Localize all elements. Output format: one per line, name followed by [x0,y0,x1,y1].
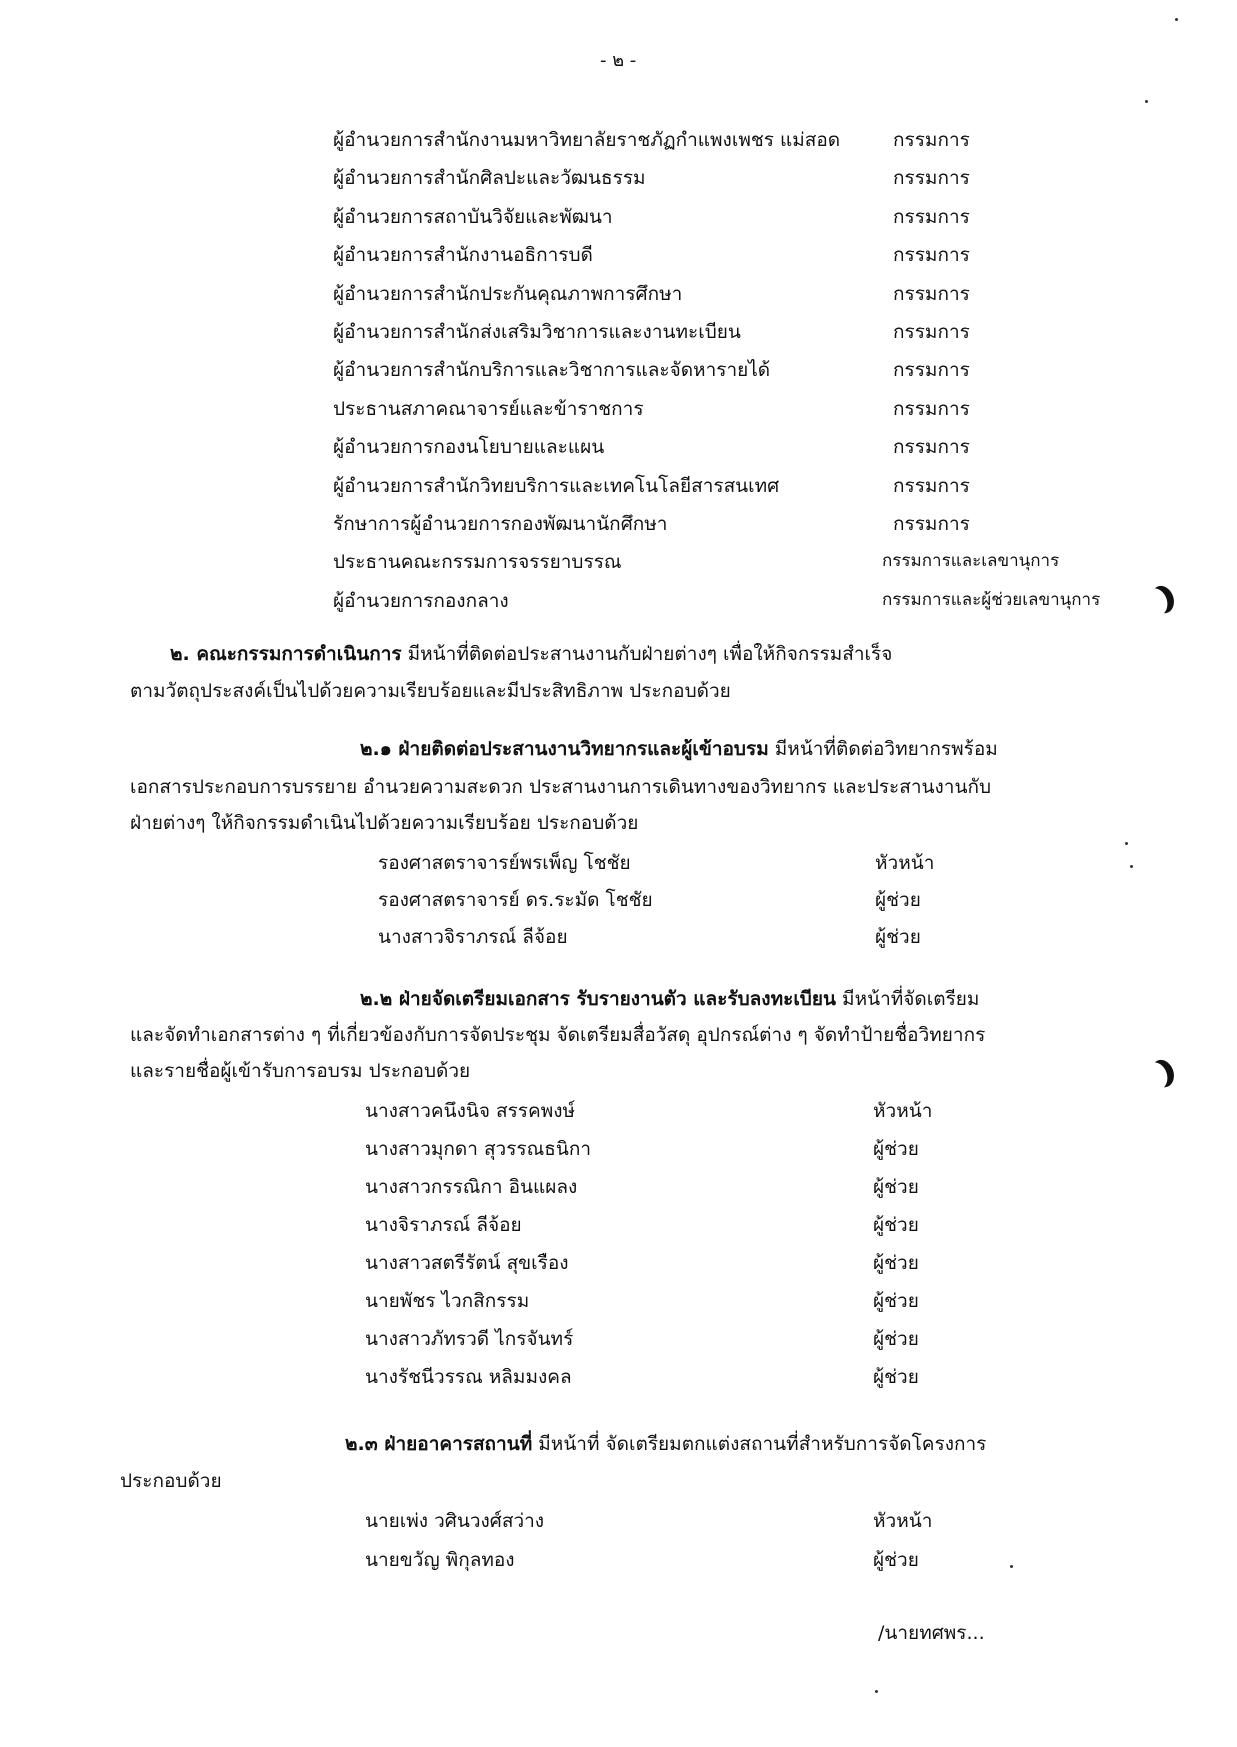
member-row-role: หัวหน้า [873,1100,933,1122]
member-row-role: ผู้ช่วย [873,1214,919,1236]
committee-row [333,586,1233,616]
section-2-heading: ๒. คณะกรรมการดำเนินการ [170,643,402,665]
committee-row-name: ประธานคณะกรรมการจรรยาบรรณ [333,551,622,574]
section-2-1-text-line1: มีหน้าที่ติดต่อวิทยากรพร้อม [768,738,998,760]
committee-row [333,471,1233,501]
committee-row-name: ผู้อำนวยการสำนักวิทยบริการและเทคโนโลยีสารสนเทศ [333,474,780,497]
section-2-2-text-line2: และจัดทำเอกสารต่าง ๆ ที่เกี่ยวข้องกับการจัดประชุม จัดเตรียมสื่อวัสดุ อุปกรณ์ต่าง ๆ จัดทำป้ายชื่อวิทยากร [130,1024,986,1046]
member-row-role: ผู้ช่วย [873,1366,919,1388]
section-2-3-text-line2: ประกอบด้วย [120,1470,222,1492]
committee-row-role: กรรมการ [893,436,970,459]
committee-row-role: กรรมการและเลขานุการ [882,551,1060,572]
committee-row-role: กรรมการ [893,359,970,382]
member-row [365,1545,1237,1575]
member-row [365,1096,1237,1126]
section-2-1-text-line2: เอกสารประกอบการบรรยาย อำนวยความสะดวก ประสานงานการเดินทางของวิทยากร และประสานงานกับ [130,776,992,798]
scan-speck [1145,100,1148,103]
member-row-role: ผู้ช่วย [873,1290,919,1312]
section-2-3-text-line1: มีหน้าที่ จัดเตรียมตกแต่งสถานที่สำหรับการจัดโครงการ [532,1433,987,1455]
scan-speck [1130,865,1133,868]
committee-row [333,202,1233,232]
member-row-name: นายเพ่ง วศินวงศ์สว่าง [365,1510,545,1532]
member-row [365,1134,1237,1164]
page-number: - ๒ - [600,50,637,71]
member-row-role: หัวหน้า [875,852,935,874]
continuation-note: /นายทศพร... [878,1622,985,1644]
member-row-name: นางจิราภรณ์ ลีจ้อย [365,1214,522,1236]
member-row-name: นายพัชร ไวกสิกรรม [365,1290,530,1312]
committee-row-name: ผู้อำนวยการสำนักศิลปะและวัฒนธรรม [333,167,646,190]
committee-row-role: กรรมการ [893,397,970,420]
section-2-3-heading: ๒.๓ ฝ่ายอาคารสถานที่ [345,1433,533,1455]
committee-row [333,355,1233,385]
committee-row [333,509,1233,539]
committee-row-role: กรรมการและผู้ช่วยเลขานุการ [882,589,1101,610]
member-row [365,1286,1237,1316]
member-row-name: นายขวัญ พิกุลทอง [365,1549,515,1571]
committee-row-role: กรรมการ [893,321,970,343]
member-row-name: นางสาวสตรีรัตน์ สุขเรือง [365,1252,569,1274]
section-2-text-line2: ตามวัตถุประสงค์เป็นไปด้วยความเรียบร้อยและมีประสิทธิภาพ ประกอบด้วย [130,680,731,702]
committee-row-name: ผู้อำนวยการสำนักงานอธิการบดี [333,244,593,267]
scan-speck [875,1690,878,1693]
section-2-1-text-line3: ฝ่ายต่างๆ ให้กิจกรรมดำเนินไปด้วยความเรียบร้อย ประกอบด้วย [130,812,639,834]
punch-hole-mark-bottom [1141,1059,1171,1093]
member-row-role: ผู้ช่วย [875,926,921,948]
member-row-role: ผู้ช่วย [873,1252,919,1274]
committee-row-role: กรรมการ [893,167,970,190]
member-row-name: รองศาสตราจารย์พรเพ็ญ โชชัย [378,852,631,874]
committee-row [333,125,1233,155]
committee-row [333,547,1233,577]
committee-row-role: กรรมการ [893,474,970,497]
member-row [365,1172,1237,1202]
member-row-role: ผู้ช่วย [873,1176,919,1198]
member-row-name: นางสาวมุกดา สุวรรณธนิกา [365,1138,592,1160]
member-row [365,1248,1237,1278]
committee-row [333,432,1233,462]
committee-row-name: ผู้อำนวยการสำนักประกันคุณภาพการศึกษา [333,282,683,305]
committee-row-name: ผู้อำนวยการสำนักส่งเสริมวิชาการและงานทะเบียน [333,321,741,343]
member-row-role: ผู้ช่วย [873,1138,919,1160]
member-row-name: นางสาวภัทรวดี ไกรจันทร์ [365,1328,574,1350]
section-2-2-text-line1: มีหน้าที่จัดเตรียม [836,988,980,1010]
member-row [365,1506,1237,1536]
committee-row-name: ผู้อำนวยการสถาบันวิจัยและพัฒนา [333,205,613,228]
member-row [365,1210,1237,1240]
member-row-role: ผู้ช่วย [875,889,921,911]
member-row [378,848,1237,878]
committee-row-role: กรรมการ [893,205,970,228]
member-row-name: รองศาสตราจารย์ ดร.ระมัด โชชัย [378,889,653,911]
committee-row-name: ผู้อำนวยการสำนักบริการและวิชาการและจัดหารายได้ [333,359,771,382]
section-2-1-heading: ๒.๑ ฝ่ายติดต่อประสานงานวิทยากรและผู้เข้าอบรม [360,738,769,760]
member-row [378,922,1237,952]
section-2-2-heading: ๒.๒ ฝ่ายจัดเตรียมเอกสาร รับรายงานตัว และรับลงทะเบียน [360,988,836,1010]
section-2-2-text-line3: และรายชื่อผู้เข้ารับการอบรม ประกอบด้วย [130,1060,471,1082]
committee-row [333,317,1233,347]
committee-row-name: ผู้อำนวยการสำนักงานมหาวิทยาลัยราชภัฏกำแพงเพชร แม่สอด [333,129,841,151]
committee-row-role: กรรมการ [893,244,970,267]
committee-row-role: กรรมการ [893,129,970,151]
member-row [365,1362,1237,1392]
committee-row-name: ประธานสภาคณาจารย์และข้าราชการ [333,397,644,420]
scan-speck [1010,1565,1013,1568]
committee-row-name: รักษาการผู้อำนวยการกองพัฒนานักศึกษา [333,513,668,535]
member-row [365,1324,1237,1354]
scan-speck [1125,842,1128,845]
member-row-name: นางสาวคนึงนิจ สรรคพงษ์ [365,1100,576,1122]
member-row-name: นางสาวจิราภรณ์ ลีจ้อย [378,926,568,948]
scan-speck [1175,18,1178,21]
committee-row-name: ผู้อำนวยการกองนโยบายและแผน [333,436,605,459]
member-row [378,885,1237,915]
committee-row-role: กรรมการ [893,282,970,305]
member-row-role: ผู้ช่วย [873,1328,919,1350]
committee-row [333,279,1233,309]
member-row-name: นางสาวกรรณิกา อินแผลง [365,1176,578,1198]
committee-row [333,394,1233,424]
committee-row-name: ผู้อำนวยการกองกลาง [333,589,509,612]
committee-row [333,163,1233,193]
committee-row-role: กรรมการ [893,513,970,535]
member-row-role: หัวหน้า [873,1510,933,1532]
member-row-role: ผู้ช่วย [873,1549,919,1571]
member-row-name: นางรัชนีวรรณ หลิมมงคล [365,1366,572,1388]
committee-row [333,240,1233,270]
section-2-text-line1: มีหน้าที่ติดต่อประสานงานกับฝ่ายต่างๆ เพื่อให้กิจกรรมสำเร็จ [401,643,893,665]
